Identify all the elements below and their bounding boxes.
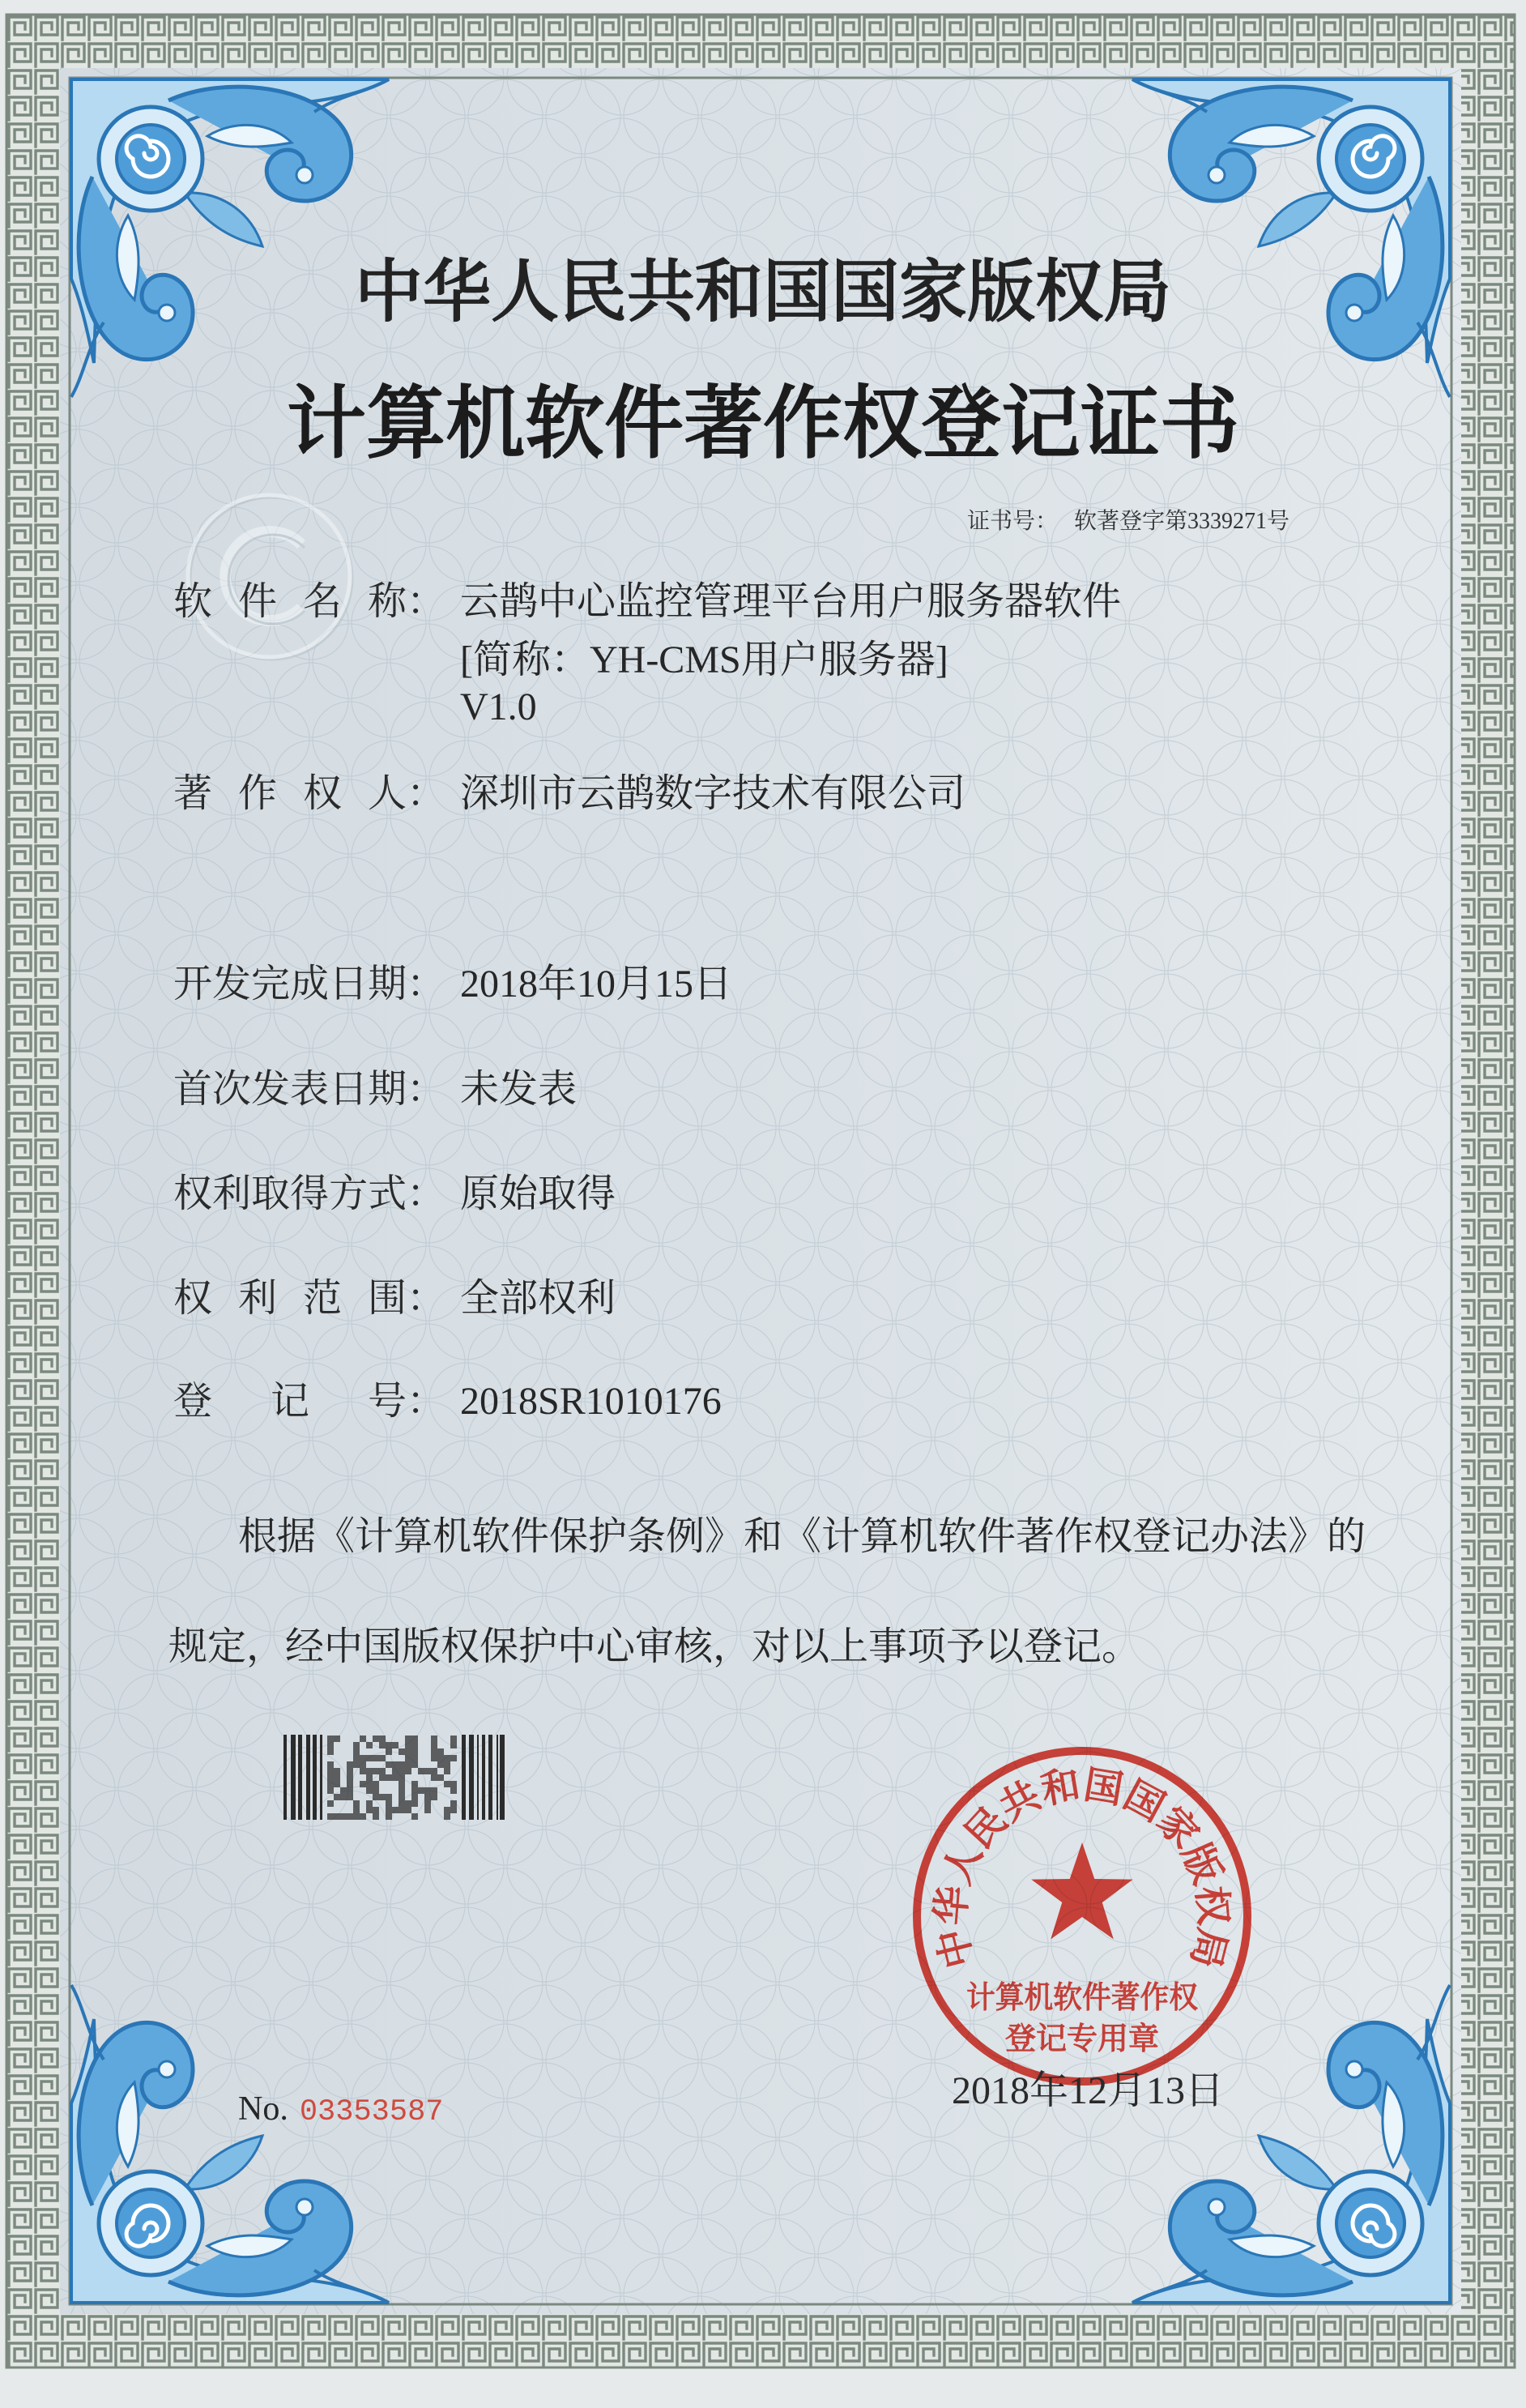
barcode (283, 1735, 506, 1820)
certificate-number-value: 软著登字第3339271号 (1074, 509, 1290, 534)
statement-line-2: 规定，经中国版权保护中心审核，对以上事项予以登记。 (168, 1625, 1141, 1668)
field-scope-of-rights (173, 1279, 616, 1318)
registration-number-label: 登 记 号 ： (173, 1380, 445, 1423)
copyright-holder-value: 深圳市云鹊数字技术有限公司 (460, 772, 966, 815)
field-completion-date (173, 965, 732, 1004)
issue-date: 2018年12月13日 (952, 2069, 1225, 2112)
field-first-publication-date (173, 1070, 577, 1109)
serial-number-label: No. (238, 2090, 288, 2128)
seal-arc-text: 中华人民共和国国家版权局 (927, 1761, 1237, 1973)
seal-line-2: 登记专用章 (1005, 2021, 1159, 2056)
first-publication-date-value: 未发表 (460, 1068, 578, 1111)
software-short-name: [简称：YH-CMS用户服务器] (460, 638, 948, 681)
software-version: V1.0 (460, 685, 537, 728)
acquisition-method-label: 权 利 取 得 方 式 ： (173, 1172, 446, 1215)
certificate-number-label: 证书号： (967, 509, 1059, 534)
registration-number-value: 2018SR1010176 (460, 1380, 722, 1423)
scope-of-rights-value: 全部权利 (460, 1277, 616, 1320)
completion-date-value: 2018年10月15日 (460, 963, 733, 1005)
issuer-title: 中华人民共和国国家版权局 (354, 252, 1171, 331)
certificate-number (967, 510, 1289, 533)
software-name-value: 云鹊中心监控管理平台用户服务器软件 (460, 580, 1122, 623)
official-seal (896, 1730, 1268, 2103)
scope-of-rights-label: 权 利 范 围 ： (173, 1277, 445, 1320)
field-copyright-holder (173, 772, 966, 815)
field-registration-number (173, 1382, 722, 1421)
field-software-name (173, 580, 1122, 623)
first-publication-date-label: 首 次 发 表 日 期 ： (173, 1068, 446, 1111)
certificate-title: 计算机软件著作权登记证书 (286, 377, 1239, 470)
seal-line-1: 计算机软件著作权 (966, 1979, 1198, 2015)
star-icon (1031, 1842, 1133, 1939)
field-acquisition-method (173, 1172, 616, 1215)
statement-line-1: 根据《计算机软件保护条例》和《计算机软件著作权登记办法》的 (238, 1515, 1366, 1558)
acquisition-method-value: 原始取得 (460, 1172, 616, 1215)
copyright-holder-label: 著 作 权 人 ： (173, 772, 445, 815)
serial-number (238, 2092, 443, 2128)
completion-date-label: 开 发 完 成 日 期 ： (173, 963, 446, 1005)
serial-number-value: 03353587 (299, 2095, 444, 2129)
software-name-label: 软 件 名 称 ： (173, 580, 445, 623)
